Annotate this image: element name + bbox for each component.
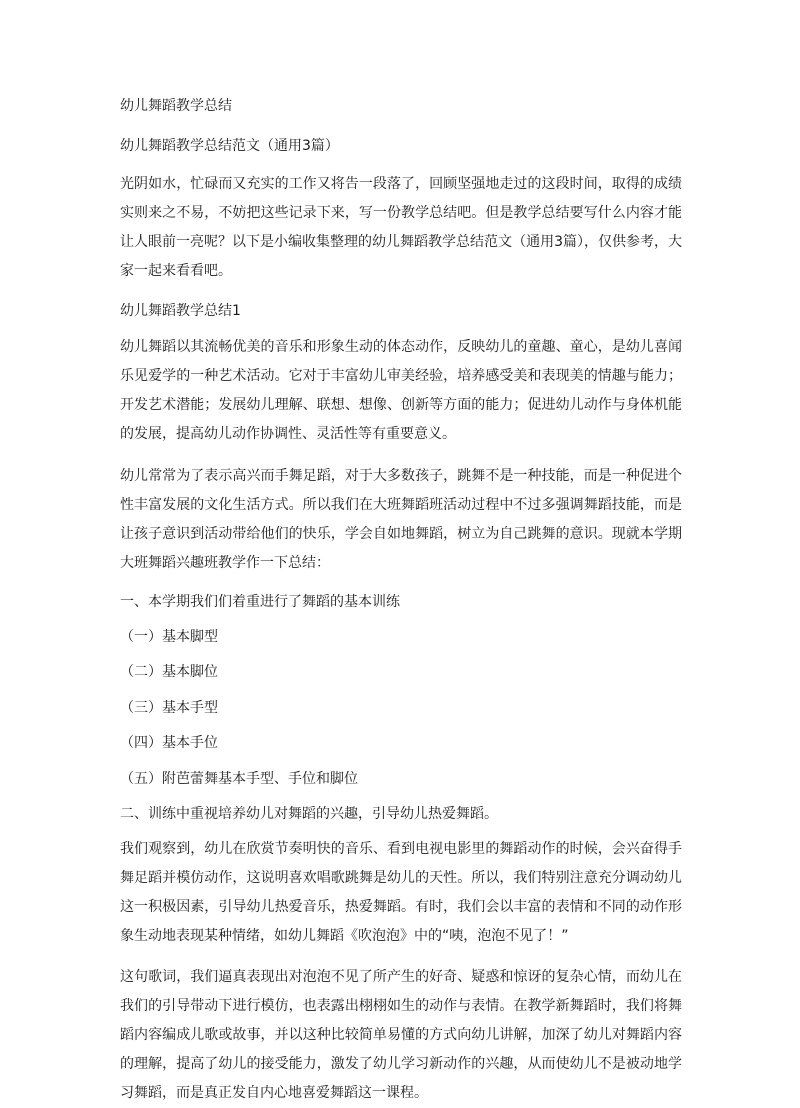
paragraph-1: 幼儿舞蹈以其流畅优美的音乐和形象生动的体态动作，反映幼儿的童趣、童心，是幼儿喜闻乐见爱学的一种艺术活动。它对于丰富幼儿审美经验，培养感受美和表现美的情趣与能力；开发艺术潜能；发展幼儿理解、联想、想像、创新等方面的能力；促进幼儿动作与身体机能的发展，提高幼儿动作协调性、灵活性等有重要意义。	[120, 339, 682, 442]
list-item: （五）附芭蕾舞基本手型、手位和脚位	[120, 771, 358, 787]
paragraph-4: 这句歌词，我们逼真表现出对泡泡不见了所产生的好奇、疑惑和惊讶的复杂心情，而幼儿在我们的引导带动下进行模仿，也表露出栩栩如生的动作与表情。在教学新舞蹈时，我们将舞蹈内容编成儿歌或故事，并以这种比较简单易懂的方式向幼儿讲解，加深了幼儿对舞蹈内容的理解，提高了幼儿的接受能力，激发了幼儿学习新动作的兴趣，从而使幼儿不是被动地学习舞蹈，而是真正发自内心地喜爱舞蹈这一课程。	[120, 969, 682, 1101]
paragraph-3: 我们观察到，幼儿在欣赏节奏明快的音乐、看到电视电影里的舞蹈动作的时候，会兴奋得手舞足蹈并模仿动作，这说明喜欢唱歌跳舞是幼儿的天性。所以，我们特别注意充分调动幼儿这一积极因素，引导幼儿热爱音乐，热爱舞蹈。有时，我们会以丰富的表情和不同的动作形象生动地表现某种情绪，如幼儿舞蹈《吹泡泡》中的“咦，泡泡不见了！”	[120, 841, 682, 944]
paragraph-2: 幼儿常常为了表示高兴而手舞足蹈，对于大多数孩子，跳舞不是一种技能，而是一种促进个性丰富发展的文化生活方式。所以我们在大班舞蹈班活动过程中不过多强调舞蹈技能，而是让孩子意识到活动带给他们的快乐，学会自如地舞蹈，树立为自己跳舞的意识。现就本学期大班舞蹈兴趣班教学作一下总结：	[120, 468, 682, 571]
document-subtitle: 幼儿舞蹈教学总结范文（通用3篇）	[120, 138, 339, 154]
list-item: （四）基本手位	[120, 735, 218, 751]
list-item: （三）基本手型	[120, 700, 218, 716]
heading-1: 一、本学期我们们着重进行了舞蹈的基本训练	[120, 594, 400, 610]
document-title: 幼儿舞蹈教学总结	[120, 98, 232, 114]
intro-paragraph: 光阴如水，忙碌而又充实的工作又将告一段落了，回顾坚强地走过的这段时间，取得的成绩实则来之不易，不妨把这些记录下来，写一份教学总结吧。但是教学总结要写什么内容才能让人眼前一亮呢？以下是小编收集整理的幼儿舞蹈教学总结范文（通用3篇），仅供参考，大家一起来看看吧。	[120, 176, 682, 279]
section-title: 幼儿舞蹈教学总结1	[120, 303, 241, 319]
heading-2: 二、训练中重视培养幼儿对舞蹈的兴趣，引导幼儿热爱舞蹈。	[120, 806, 498, 822]
list-item: （二）基本脚位	[120, 664, 218, 680]
list-item: （一）基本脚型	[120, 629, 218, 645]
